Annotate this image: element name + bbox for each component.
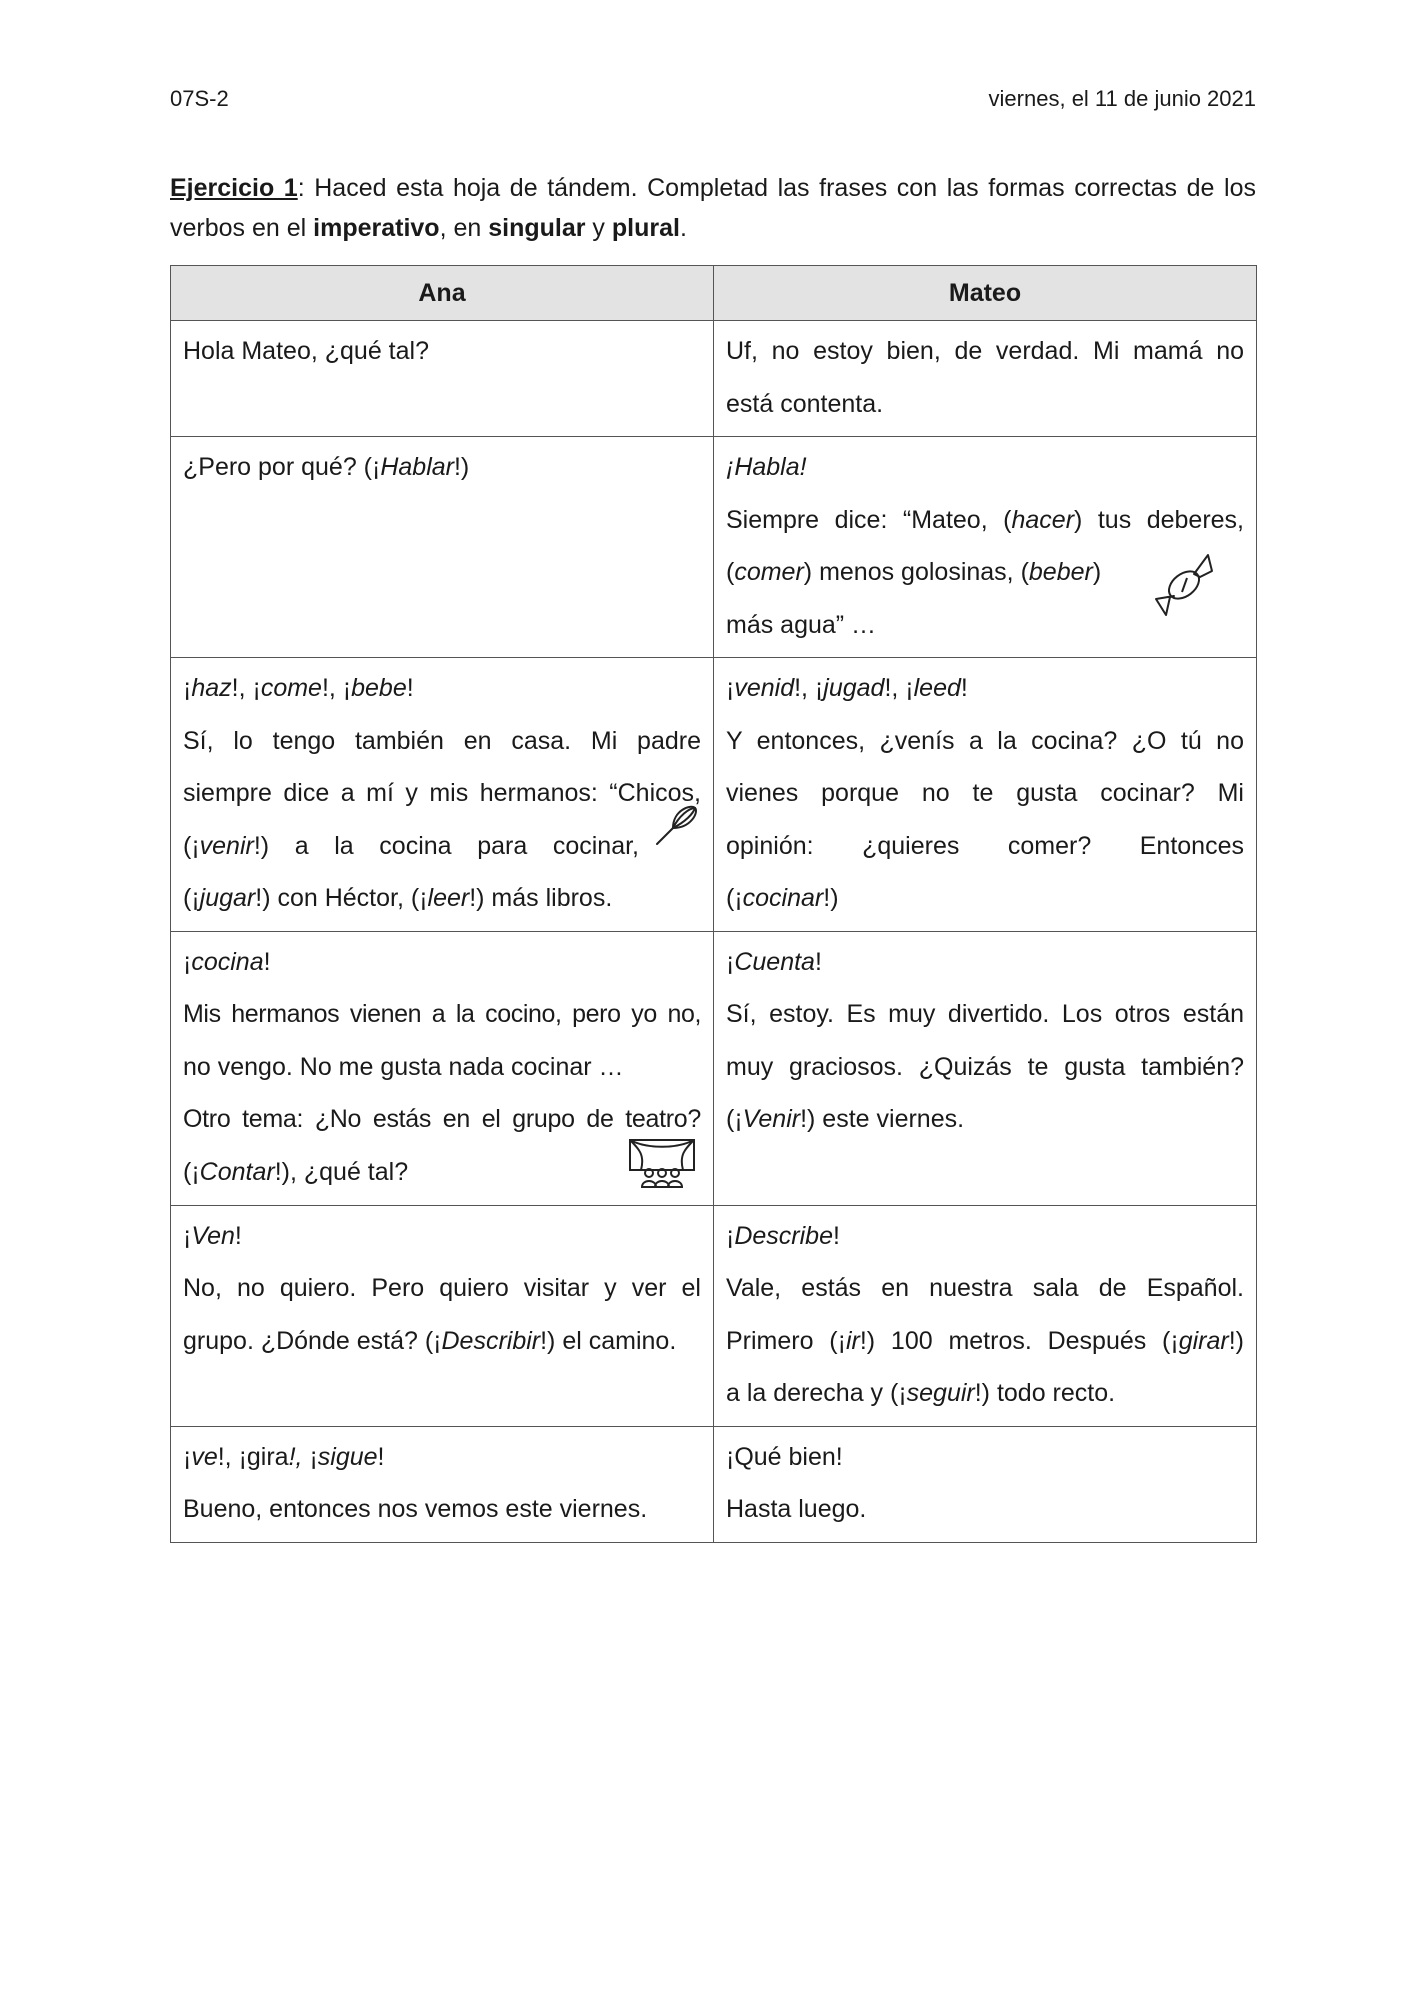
- text: !): [453, 453, 470, 481]
- table-row: [171, 1205, 1257, 1426]
- cell-mateo: [714, 321, 1257, 437]
- cell-line: [726, 872, 1244, 925]
- answer: come: [260, 674, 322, 702]
- instructions-bold: singular: [488, 214, 586, 242]
- text: grupo. ¿Dónde está? (¡: [183, 1326, 442, 1355]
- text: !, ¡: [231, 674, 261, 702]
- answer-line: ¡Habla!: [726, 453, 807, 481]
- text: (¡: [726, 1105, 743, 1133]
- cell-ana: [171, 1205, 714, 1426]
- verb-prompt: Contar: [199, 1157, 275, 1186]
- cell-line: Sí, estoy. Es muy divertido. Los otros están: [726, 1000, 1244, 1028]
- verb-prompt: seguir: [906, 1379, 975, 1407]
- text: a la derecha y (¡: [726, 1379, 907, 1407]
- answer: haz: [191, 674, 232, 702]
- text: ): [1092, 558, 1102, 586]
- verb-prompt: jugar: [199, 884, 256, 912]
- document-code: 07S-2: [170, 86, 229, 111]
- cell-line: está contenta.: [726, 389, 884, 418]
- instructions-bold: imperativo: [313, 214, 440, 242]
- text: !) 100 metros. Después (¡: [859, 1326, 1179, 1355]
- verb-prompt: cocinar: [742, 884, 824, 912]
- text: (¡: [726, 884, 743, 912]
- text: !) a la cocina para cocinar,: [253, 831, 639, 860]
- text: (¡: [183, 884, 200, 912]
- whisk-icon: [651, 800, 701, 850]
- answer: cocina: [191, 947, 264, 976]
- text: !): [823, 884, 839, 912]
- verb-prompt: leer: [427, 884, 470, 912]
- text: (¡: [183, 1157, 200, 1186]
- cell-line: Uf, no estoy bien, de verdad. Mi mamá no: [726, 337, 1244, 365]
- cell-line: Vale, estás en nuestra sala de Español.: [726, 1274, 1244, 1302]
- verb-prompt: girar: [1178, 1326, 1229, 1355]
- theater-stage-icon: [627, 1137, 697, 1195]
- text: !: [263, 947, 271, 976]
- cell-line: Bueno, entonces nos vemos este viernes.: [183, 1495, 648, 1523]
- verb-prompt: ir: [845, 1326, 860, 1355]
- text: !: [960, 674, 968, 702]
- cell-line: no vengo. No me gusta nada cocinar …: [183, 1052, 624, 1081]
- cell-line: [183, 820, 701, 873]
- cell-mateo: [714, 658, 1257, 932]
- cell-line: [726, 1093, 1244, 1146]
- verb-prompt: beber: [1028, 558, 1093, 586]
- cell-ana: [171, 321, 714, 437]
- instructions-text: .: [679, 214, 687, 242]
- document-date: viernes, el 11 de junio 2021: [988, 86, 1256, 111]
- text: ¡: [183, 1221, 192, 1250]
- text: ) tus deberes,: [1074, 505, 1244, 534]
- cell-mateo: [714, 1426, 1257, 1542]
- text: !: [832, 1221, 840, 1250]
- cell-line: ¡Qué bien!: [726, 1442, 843, 1471]
- answer: bebe: [351, 674, 407, 702]
- table-row: [171, 931, 1257, 1205]
- answer-line: [726, 1210, 1244, 1263]
- instructions-bold: plural: [611, 214, 680, 242]
- answer: Describe: [734, 1221, 833, 1250]
- answer: venid: [734, 674, 795, 702]
- instructions-text: y: [585, 214, 612, 242]
- cell-ana: [171, 1426, 714, 1542]
- text: !), ¿qué tal?: [274, 1157, 409, 1186]
- answer-line: [726, 662, 1244, 715]
- text: ¿Pero por qué? (¡: [183, 453, 381, 481]
- table-row: [171, 658, 1257, 932]
- answer-line: [726, 936, 1244, 989]
- verb-prompt: Describir: [441, 1326, 541, 1355]
- answer: Cuenta: [734, 947, 815, 976]
- answer-line: [183, 1210, 701, 1263]
- text: !, ¡: [321, 674, 352, 702]
- cell-line: Otro tema: ¿No estás en el grupo de teatro?: [183, 1105, 701, 1133]
- cell-line: [726, 1367, 1244, 1420]
- cell-ana: [171, 437, 714, 658]
- cell-line: Mis hermanos vienen a la cocino, pero yo no,: [183, 1000, 701, 1028]
- text: !, ¡gira: [217, 1442, 289, 1471]
- candy-icon: [1146, 547, 1222, 623]
- answer: Ven: [191, 1221, 235, 1250]
- answer-line: [183, 662, 701, 715]
- verb-prompt: comer: [734, 558, 804, 586]
- text: ¡: [183, 947, 192, 976]
- cell-line: [183, 1146, 701, 1199]
- cell-mateo: [714, 931, 1257, 1205]
- cell-line: [183, 872, 701, 925]
- text: !) con Héctor, (¡: [255, 884, 428, 912]
- table-row: [171, 321, 1257, 437]
- text: !) el camino.: [540, 1326, 677, 1355]
- answer: jugad: [823, 674, 885, 702]
- text: !) más libros.: [469, 884, 613, 912]
- cell-ana: [171, 931, 714, 1205]
- verb-prompt: Venir: [742, 1105, 801, 1133]
- text: Primero (¡: [726, 1326, 846, 1355]
- text: ¡: [726, 947, 735, 976]
- text: ) menos golosinas, (: [803, 558, 1029, 586]
- text: ¡: [726, 1221, 735, 1250]
- verb-prompt: venir: [199, 831, 254, 860]
- cell-line: [183, 1315, 701, 1368]
- cell-mateo: [714, 1205, 1257, 1426]
- cell-mateo: [714, 437, 1257, 658]
- answer-line: [183, 1431, 701, 1484]
- text: !) todo recto.: [974, 1379, 1116, 1407]
- exercise-instructions: [170, 168, 1256, 248]
- text: ¡: [302, 1442, 318, 1471]
- cell-line: Hasta luego.: [726, 1495, 867, 1523]
- cell-line: Y entonces, ¿venís a la cocina? ¿O tú no: [726, 726, 1244, 755]
- answer: !,: [288, 1442, 303, 1471]
- cell-line: más agua” …: [726, 610, 877, 639]
- cell-line: opinión: ¿quieres comer? Entonces: [726, 831, 1244, 860]
- cell-line: muy graciosos. ¿Quizás te gusta también?: [726, 1052, 1244, 1081]
- cell-ana: [171, 658, 714, 932]
- text: ¡: [183, 674, 192, 702]
- answer: leed: [913, 674, 961, 702]
- text: !: [814, 947, 822, 976]
- verb-prompt: hacer: [1011, 505, 1075, 534]
- answer: sigue: [317, 1442, 378, 1471]
- text: !: [406, 674, 414, 702]
- cell-line: [183, 441, 701, 494]
- column-header-ana: Ana: [171, 266, 714, 321]
- text: !, ¡: [794, 674, 824, 702]
- cell-line: Hola Mateo, ¿qué tal?: [183, 337, 429, 365]
- text: !, ¡: [884, 674, 914, 702]
- tandem-table: [170, 265, 1257, 1543]
- text: !: [234, 1221, 242, 1250]
- cell-line: No, no quiero. Pero quiero visitar y ver el: [183, 1274, 701, 1302]
- column-header-mateo: Mateo: [714, 266, 1257, 321]
- cell-line: [726, 1315, 1244, 1368]
- text: ¡: [726, 674, 735, 702]
- table-header-row: [171, 266, 1257, 321]
- answer-line: [183, 936, 701, 989]
- answer: ve: [191, 1442, 218, 1471]
- table-row: [171, 1426, 1257, 1542]
- text: Siempre dice: “Mateo, (: [726, 505, 1012, 534]
- text: !) este viernes.: [800, 1105, 965, 1133]
- text: ¡: [183, 1442, 192, 1471]
- cell-line: [726, 494, 1244, 547]
- cell-line: vienes porque no te gusta cocinar? Mi: [726, 779, 1244, 807]
- instructions-text: , en: [439, 214, 489, 242]
- verb-prompt: Hablar: [380, 453, 454, 481]
- instructions-text: : Haced esta hoja de tándem. Completad las frases con las formas correctas de los verbos en el: [170, 174, 1256, 242]
- cell-line: siempre dice a mí y mis hermanos: “Chicos,: [183, 779, 701, 807]
- exercise-label: Ejercicio 1: [170, 174, 298, 202]
- text: !: [377, 1442, 385, 1471]
- text: (: [726, 558, 735, 586]
- text: !): [1228, 1326, 1245, 1355]
- cell-line: Sí, lo tengo también en casa. Mi padre: [183, 726, 701, 755]
- text: (¡: [183, 831, 200, 860]
- table-row: [171, 437, 1257, 658]
